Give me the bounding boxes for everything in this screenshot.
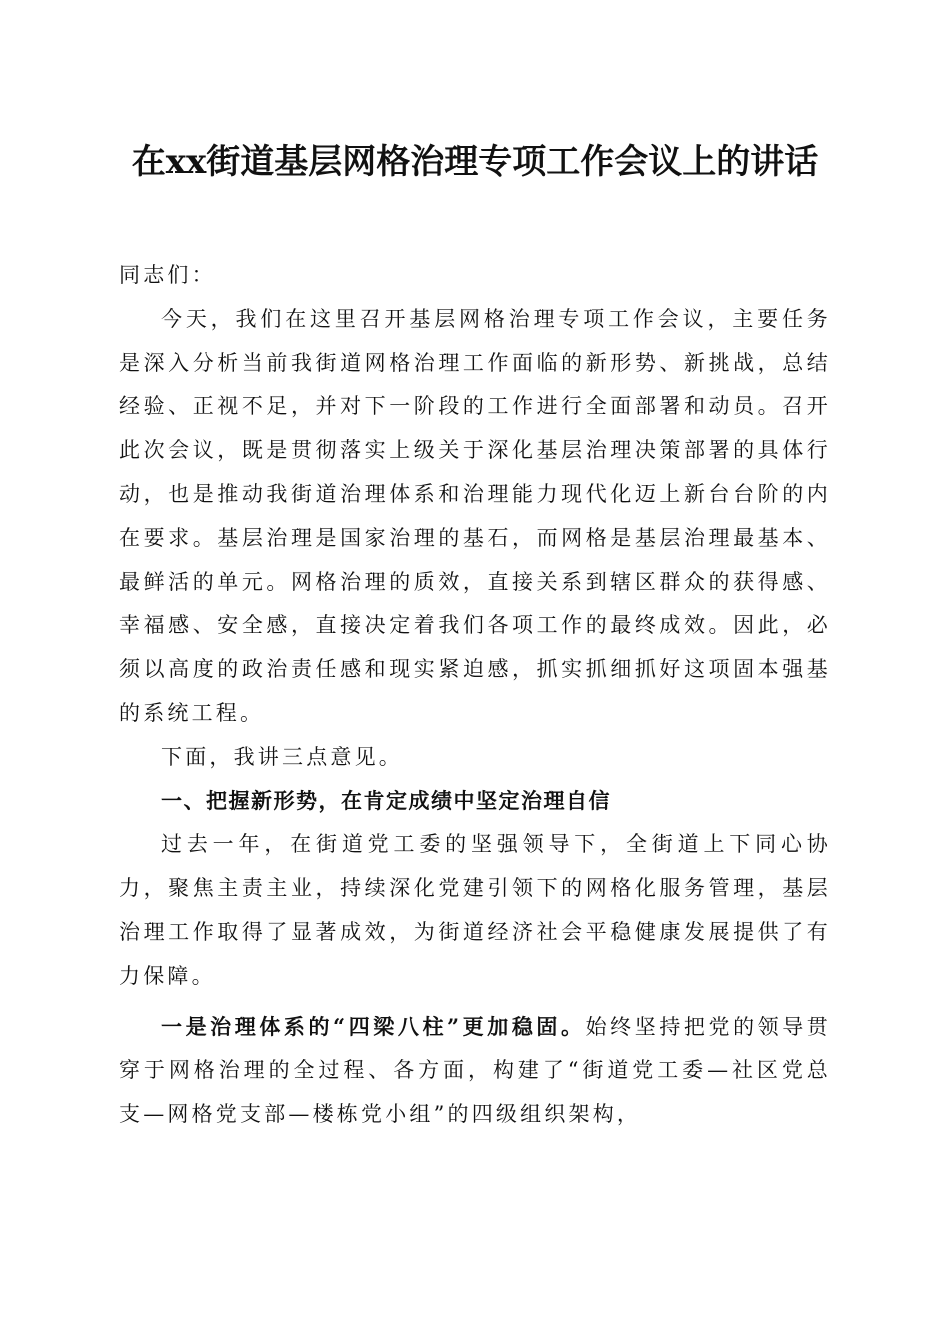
section-paragraph: 过去一年，在街道党工委的坚强领导下，全街道上下同心协力，聚焦主责主业，持续深化党建引领下的网格化服务管理，基层治理工作取得了显著成效，为街道经济社会平稳健康发展提供了有力保障。	[119, 832, 831, 988]
point-one-paragraph	[119, 1005, 831, 1137]
section-heading: 一、把握新形势，在肯定成绩中坚定治理自信	[161, 788, 611, 813]
point-one-lead: 一是治理体系的“四梁八柱”更加稳固。	[161, 1013, 586, 1039]
point-one-text: 始终坚持把党的领导贯穿于网格治理的全过程、各方面，构建了“街道党工委—社区党总支—网格党支部—楼栋党小组”的四级组织架构，	[119, 1014, 832, 1127]
transition-paragraph: 下面，我讲三点意见。	[161, 744, 403, 769]
document-body	[119, 254, 831, 1137]
document-title: 在xx街道基层网格治理专项工作会议上的讲话	[131, 142, 819, 182]
salutation: 同志们：	[119, 263, 216, 287]
opening-paragraph: 今天，我们在这里召开基层网格治理专项工作会议，主要任务是深入分析当前我街道网格治理工作面临的新形势、新挑战，总结经验、正视不足，并对下一阶段的工作进行全面部署和动员。召开此次会议，既是贯彻落实上级关于深化基层治理决策部署的具体行动，也是推动我街道治理体系和治理能力现代化迈上新台台阶的内在要求。基层治理是国家治理的基石，而网格是基层治理最基本、最鲜活的单元。网格治理的质效，直接关系到辖区群众的获得感、幸福感、安全感，直接决定着我们各项工作的最终成效。因此，必须以高度的政治责任感和现实紧迫感，抓实抓细抓好这项固本强基的系统工程。	[119, 306, 831, 725]
